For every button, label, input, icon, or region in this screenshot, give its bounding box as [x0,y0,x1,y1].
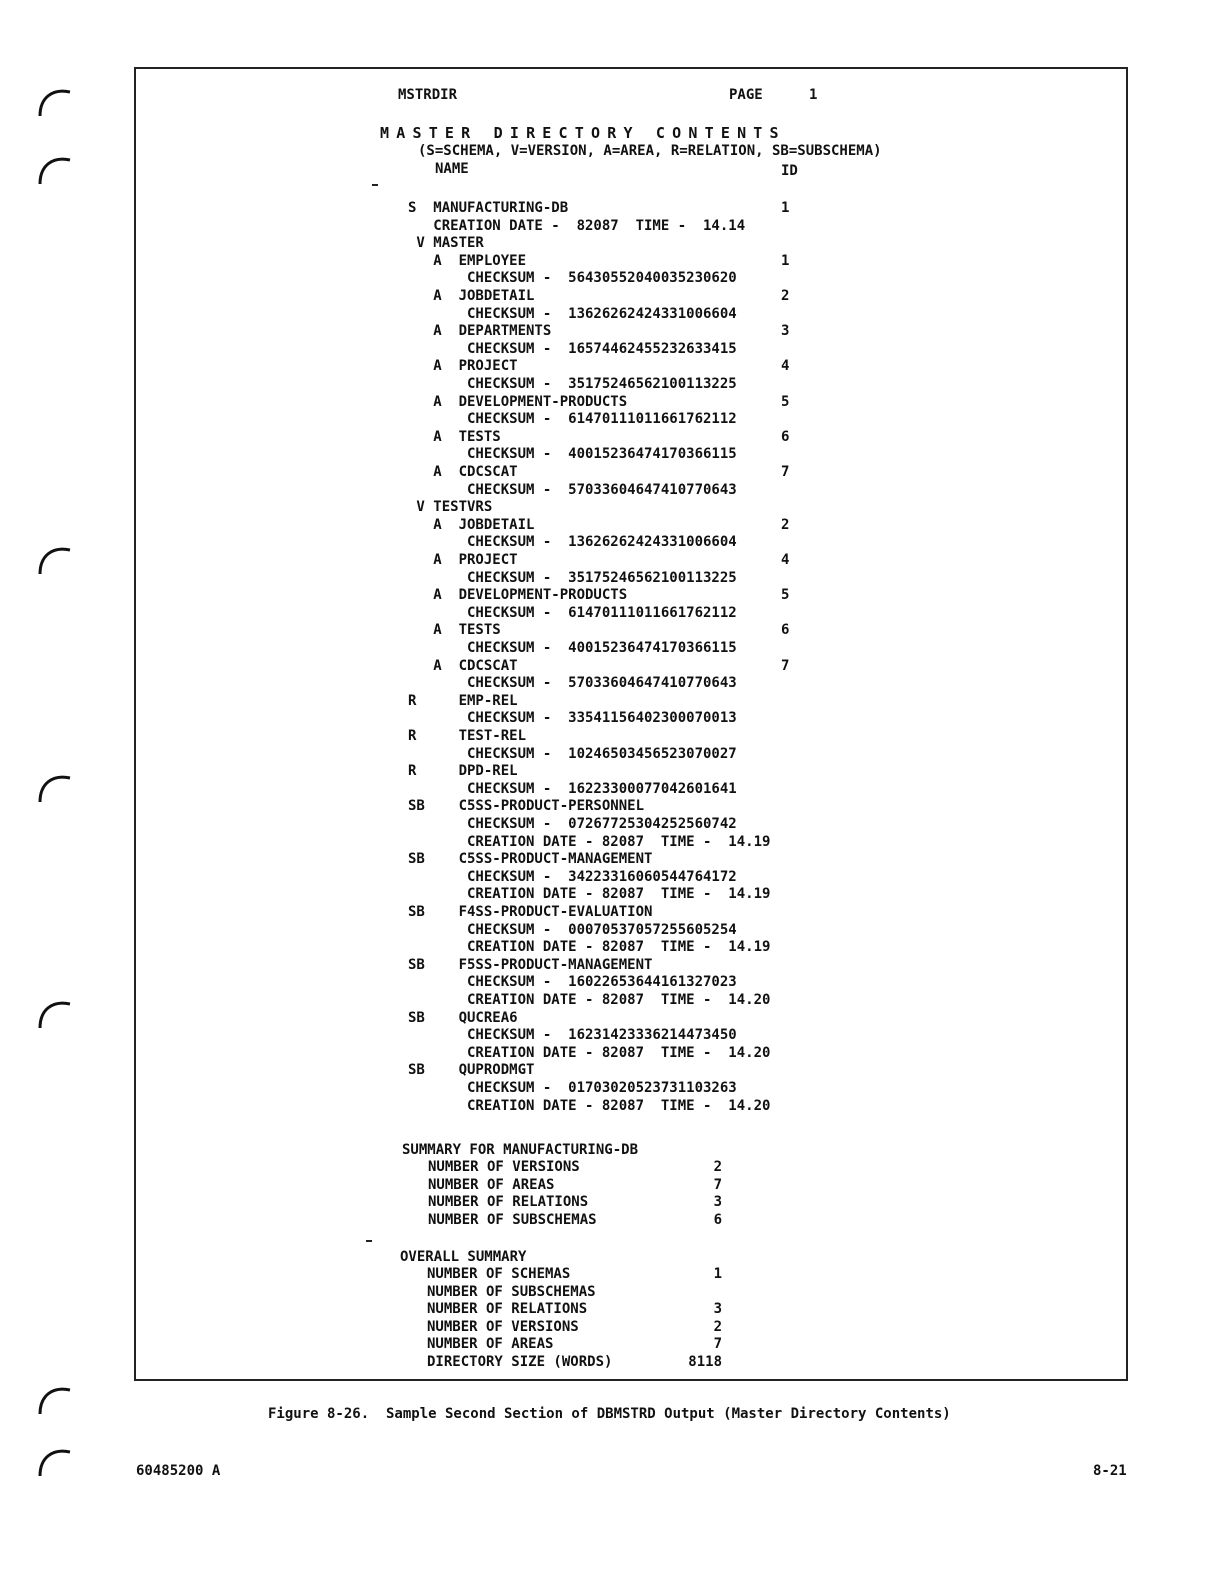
listing-line: V TESTVRS [408,499,493,516]
binder-hole-mark-icon [34,540,76,582]
binder-hole-mark-icon [34,768,76,810]
overall-row-label: NUMBER OF RELATIONS [427,1301,588,1317]
summary-row-value: 6 [713,1211,722,1228]
listing-line: CHECKSUM - 34223316060544764172 [408,868,737,885]
overall-row-label: NUMBER OF SCHEMAS [427,1266,571,1282]
listing-line: A PROJECT [408,552,518,568]
listing-line: CHECKSUM - 57033604647410770643 [408,481,737,498]
listing-id: 4 [781,358,790,375]
listing-id: 3 [781,323,790,340]
listing-line: CHECKSUM - 56430552040035230620 [408,270,737,287]
listing-line: CREATION DATE - 82087 TIME - 14.20 [408,1044,771,1061]
listing-line: A PROJECT [408,358,518,375]
listing-line: A JOBDETAIL [408,516,535,533]
legend-line: (S=SCHEMA, V=VERSION, A=AREA, R=RELATION, SB=SUBSCHEMA) [418,143,882,159]
overall-row-value: 3 [713,1301,722,1317]
listing-line: A DEPARTMENTS [408,323,552,340]
listing-id: 2 [781,288,790,304]
summary-row-label: NUMBER OF VERSIONS [428,1159,580,1175]
listing-id: 2 [781,516,790,533]
listing-line: A DEVELOPMENT-PRODUCTS [408,587,628,604]
listing-line: CHECKSUM - 35175246562100113225 [408,569,737,586]
listing-line: SB C5SS-PRODUCT-MANAGEMENT [408,851,653,868]
overall-row-value: 1 [713,1266,722,1282]
overall-row-value: 8118 [688,1353,722,1370]
listing-line: CHECKSUM - 33541156402300070013 [408,710,737,727]
listing-line: CHECKSUM - 40015236474170366115 [408,640,737,656]
figure-caption: Figure 8-26. Sample Second Section of DBMSTRD Output (Master Directory Contents) [268,1406,951,1422]
listing-line: CHECKSUM - 16223300077042601641 [408,780,737,797]
overall-row-label: NUMBER OF AREAS [427,1336,554,1352]
page-footer-number: 8-21 [1093,1463,1127,1479]
overall-row-value: 2 [713,1318,722,1335]
listing-id: 5 [781,393,790,410]
listing-line: A JOBDETAIL [408,288,535,304]
listing-line: CHECKSUM - 40015236474170366115 [408,446,737,463]
listing-line: A CDCSCAT [408,657,518,674]
column-header-name: NAME [435,161,469,177]
binder-hole-mark-icon [34,150,76,192]
binder-hole-mark-icon [34,994,76,1036]
binder-hole-mark-icon [34,1442,76,1484]
summary-row-value: 7 [713,1176,722,1193]
listing-title: MASTER DIRECTORY CONTENTS [380,124,786,142]
binder-hole-mark-icon [34,1380,76,1422]
overall-row-label: DIRECTORY SIZE (WORDS) [427,1353,613,1370]
listing-line: CREATION DATE - 82087 TIME - 14.19 [408,886,771,903]
listing-line: CHECKSUM - 16574462455232633415 [408,340,737,357]
listing-line: A DEVELOPMENT-PRODUCTS [408,393,628,410]
listing-line: CHECKSUM - 35175246562100113225 [408,376,737,392]
margin-dash [366,1240,372,1242]
listing-id: 7 [781,464,790,480]
document-number: 60485200 A [136,1463,221,1479]
listing-line: A EMPLOYEE [408,252,527,269]
listing-id: 6 [781,622,790,639]
report-name: MSTRDIR [398,87,458,103]
listing-line: R EMP-REL [408,692,518,709]
listing-line: CHECKSUM - 57033604647410770643 [408,675,737,692]
listing-line: SB C5SS-PRODUCT-PERSONNEL [408,798,645,815]
listing-line: CREATION DATE - 82087 TIME - 14.19 [408,833,771,850]
summary-row-value: 3 [713,1194,722,1210]
listing-line: CHECKSUM - 13626262424331006604 [408,305,737,322]
listing-line: CHECKSUM - 10246503456523070027 [408,745,737,762]
listing-line: CHECKSUM - 16022653644161327023 [408,974,737,991]
listing-id: 6 [781,428,790,445]
listing-line: CHECKSUM - 61470111011661762112 [408,411,737,428]
listing-line: A TESTS [408,622,501,639]
listing-line: A TESTS [408,428,501,445]
overall-row-label: NUMBER OF SUBSCHEMAS [427,1283,596,1300]
listing-line: CREATION DATE - 82087 TIME - 14.19 [408,939,771,956]
listing-line: CREATION DATE - 82087 TIME - 14.20 [408,1097,771,1114]
listing-id: 4 [781,552,790,568]
listing-line: CHECKSUM - 00070537057255605254 [408,921,737,938]
listing-line: R TEST-REL [408,728,527,744]
listing-line: CHECKSUM - 07267725304252560742 [408,816,737,832]
listing-id: 5 [781,587,790,604]
listing-line: V MASTER [408,235,484,252]
listing-line: R DPD-REL [408,763,518,780]
column-header-id: ID [781,163,798,179]
listing-line: SB QUPRODMGT [408,1062,535,1079]
listing-line: SB F4SS-PRODUCT-EVALUATION [408,904,653,920]
summary-title: SUMMARY FOR MANUFACTURING-DB [402,1142,639,1158]
page-label: PAGE [729,87,763,103]
overall-row-label: NUMBER OF VERSIONS [427,1318,579,1335]
listing-line: S MANUFACTURING-DB [408,200,569,216]
overall-row-value: 7 [713,1336,722,1352]
binder-hole-mark-icon [34,82,76,124]
summary-row-value: 2 [713,1159,722,1175]
summary-row-label: NUMBER OF RELATIONS [428,1194,589,1210]
listing-id: 7 [781,657,790,674]
listing-line: CHECKSUM - 13626262424331006604 [408,534,737,551]
page-number: 1 [809,87,818,103]
listing-line: CHECKSUM - 16231423336214473450 [408,1027,737,1044]
figure-frame [134,67,1128,1381]
summary-row-label: NUMBER OF SUBSCHEMAS [428,1211,597,1228]
listing-line: SB F5SS-PRODUCT-MANAGEMENT [408,956,653,973]
listing-id: 1 [781,200,790,216]
listing-line: A CDCSCAT [408,464,518,480]
listing-line: CREATION DATE - 82087 TIME - 14.20 [408,992,771,1008]
listing-line: CHECKSUM - 61470111011661762112 [408,604,737,621]
listing-line: CHECKSUM - 01703020523731103263 [408,1080,737,1096]
margin-dash [372,184,378,186]
listing-id: 1 [781,252,790,269]
listing-line: SB QUCREA6 [408,1009,518,1026]
summary-row-label: NUMBER OF AREAS [428,1176,555,1193]
overall-title: OVERALL SUMMARY [400,1249,527,1265]
listing-line: CREATION DATE - 82087 TIME - 14.14 [408,217,746,234]
